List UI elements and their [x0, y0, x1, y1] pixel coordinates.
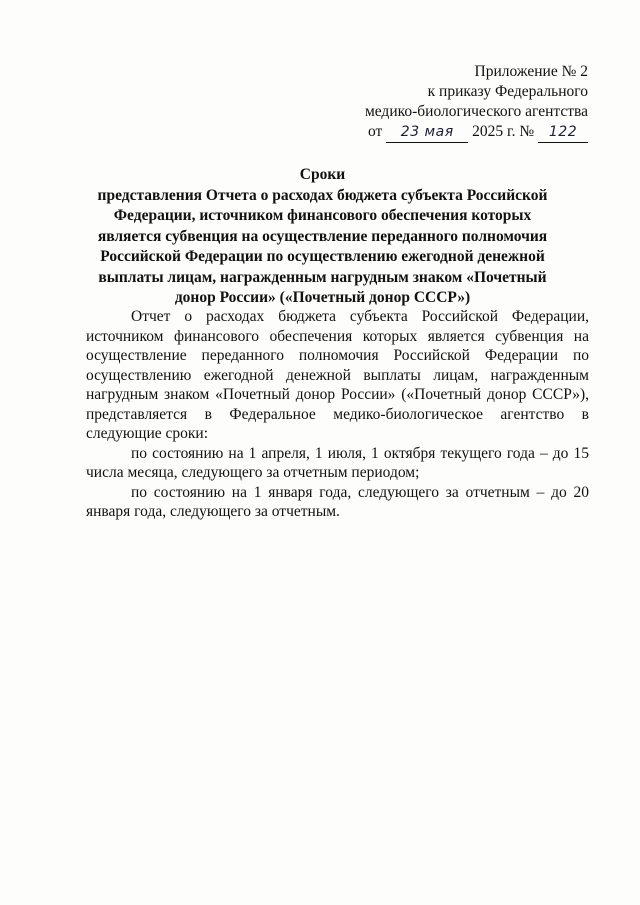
- document-title: [90, 165, 555, 309]
- handwritten-date: 23 мая: [386, 122, 468, 143]
- title-heading: Сроки: [299, 166, 346, 183]
- title-subtitle: представления Отчета о расходах бюджета субъекта Российской Федерации, источником финансового обеспечения которых является субвенция на осуществление переданного полномочия Российской Федерации по осуществлению ежегодной денежной выплаты лицам, награжденным нагрудным знаком «Почетный донор России» («Почетный донор СССР»): [97, 186, 548, 306]
- body-paragraph-1: Отчет о расходах бюджета субъекта Российской Федерации, источником финансового обеспечения которых является субвенция на осуществление переданного полномочия Российской Федерации по осуществлению ежегодной денежной выплаты лицам, награжденным нагрудным знаком «Почетный донор России» («Почетный донор СССР»), представляется в Федеральное медико-биологическое агентство в следующие сроки:: [86, 308, 589, 442]
- body-paragraph-3: по состоянию на 1 января года, следующего за отчетным – до 20 января года, следующего за отчетным.: [86, 483, 589, 520]
- document-body: [86, 307, 589, 522]
- body-paragraph-2: по состоянию на 1 апреля, 1 июля, 1 октября текущего года – до 15 числа месяца, следующего за отчетным периодом;: [86, 444, 589, 481]
- appendix-agency: медико-биологического агентства: [364, 103, 588, 120]
- appendix-order-ref: к приказу Федерального: [427, 83, 588, 100]
- date-prefix: от: [368, 123, 383, 140]
- date-year: 2025 г. №: [472, 123, 535, 140]
- order-date-line: [328, 122, 588, 143]
- appendix-number: Приложение № 2: [474, 63, 588, 80]
- appendix-header: [328, 62, 588, 143]
- handwritten-order-number: 122: [538, 122, 588, 143]
